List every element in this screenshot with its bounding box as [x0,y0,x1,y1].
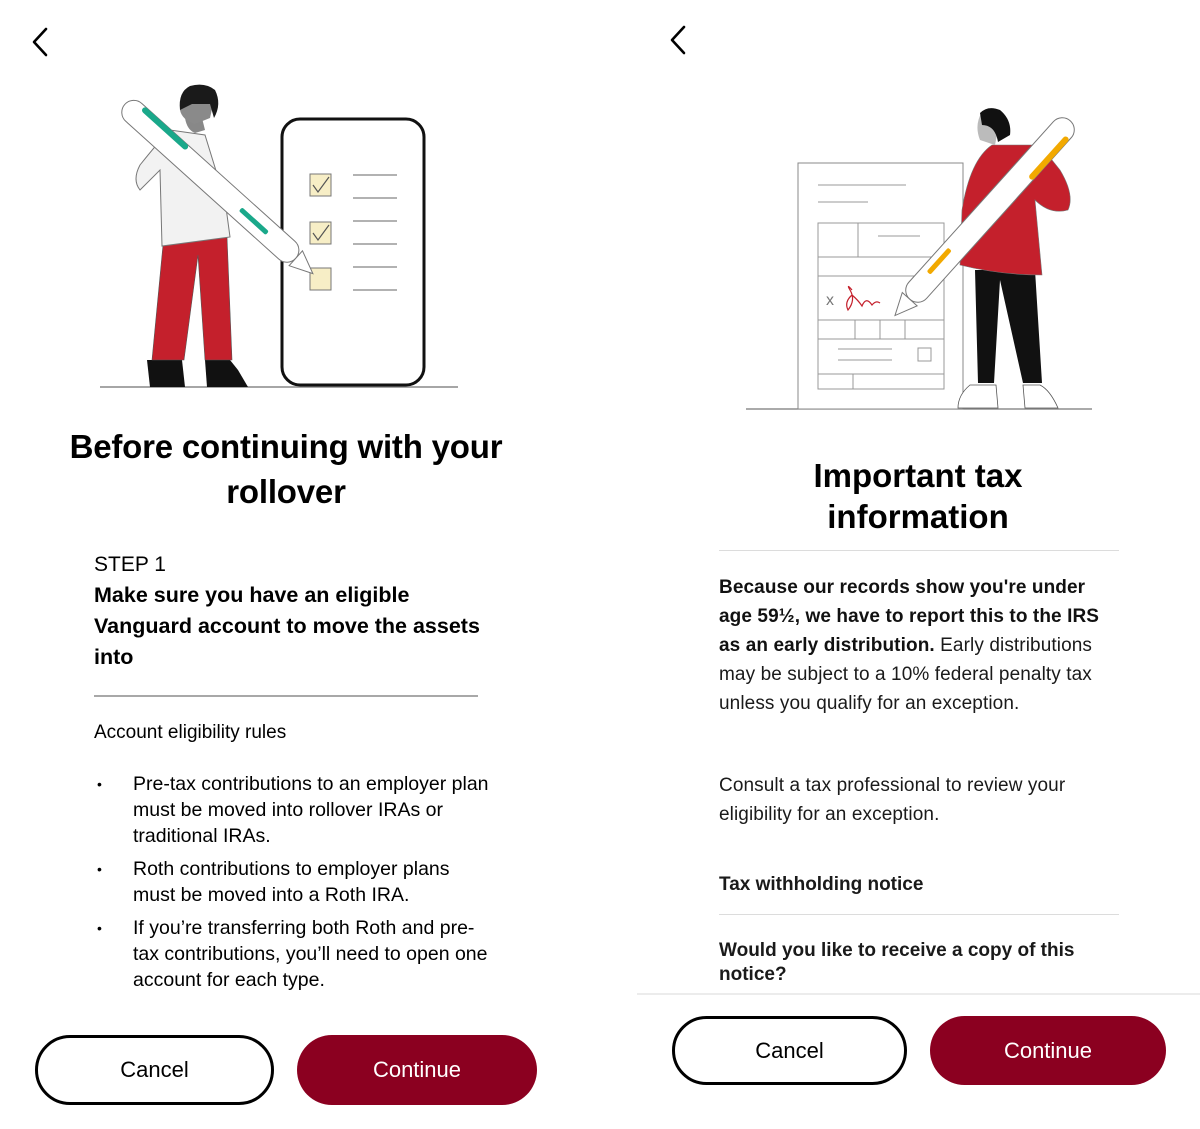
signing-document-illustration [740,105,1100,415]
step-label: STEP 1 [94,553,166,576]
checklist-illustration [95,82,465,392]
tax-withholding-notice-heading: Tax withholding notice [719,874,924,895]
consult-paragraph: Consult a tax professional to review your eligibility for an exception. [719,775,1066,825]
eligibility-rules-list [94,771,494,1000]
chevron-left-icon [664,22,694,58]
list-item: • Pre-tax contributions to an employer plan must be moved into rollover IRAs or traditional IRAs. [97,773,489,847]
continue-button[interactable]: Continue [930,1016,1166,1085]
footer-divider [637,993,1200,995]
cancel-button[interactable]: Cancel [672,1016,907,1085]
back-button[interactable] [26,24,56,60]
continue-button[interactable]: Continue [297,1035,537,1105]
list-item: • Roth contributions to employer plans must be moved into a Roth IRA. [97,858,450,906]
chevron-left-icon [26,24,56,60]
step-heading: Make sure you have an eligible Vanguard account to move the assets into [94,583,480,669]
divider [94,695,478,697]
bullet-icon: • [97,861,102,877]
divider [719,550,1119,551]
divider [719,914,1119,915]
list-item: • If you’re transferring both Roth and pre-tax contributions, you’ll need to open one account for each type. [97,917,488,991]
early-distribution-paragraph: Because our records show you're under age 59½, we have to report this to the IRS as an early distribution. Early distributions may be subject to a 10% federal penalty tax unless you qualify for an exception. [719,577,1100,714]
page-title: Before continuing with your rollover [69,428,503,510]
page-title: Important tax information [813,457,1023,535]
back-button[interactable] [664,22,694,58]
svg-text:x: x [826,292,834,309]
cancel-button[interactable]: Cancel [35,1035,274,1105]
tax-information-screen [637,0,1200,1129]
bullet-icon: • [97,920,102,936]
bullet-icon: • [97,776,102,792]
notice-copy-question: Would you like to receive a copy of this notice? [719,940,1075,985]
rules-label: Account eligibility rules [94,722,287,743]
